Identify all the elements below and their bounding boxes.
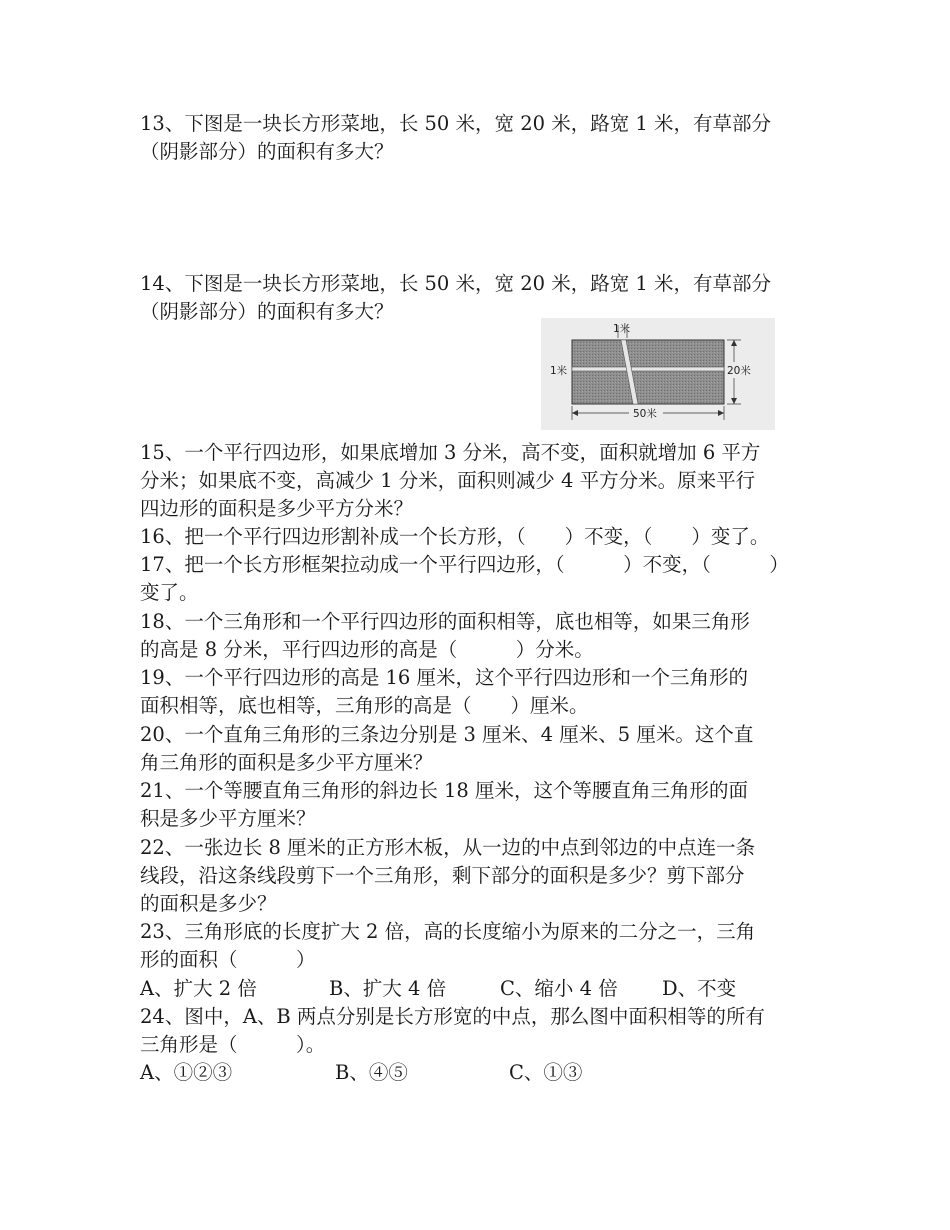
q22-line-2: 线段，沿这条线段剪下一个三角形，剩下部分的面积是多少？剪下部分 xyxy=(140,864,745,887)
q17-line-2: 变了。 xyxy=(140,581,199,604)
q15-line-1: 15、一个平行四边形，如果底增加 3 分米，高不变，面积就增加 6 平方 xyxy=(140,441,761,464)
grass-area xyxy=(572,340,724,404)
q14-line-1: 14、下图是一块长方形菜地，长 50 米，宽 20 米，路宽 1 米，有草部分 xyxy=(140,272,772,295)
q17-line-1: 17、把一个长方形框架拉动成一个平行四边形，（ ）不变，（ ） xyxy=(140,553,789,576)
q24-line-2: 三角形是（ ）。 xyxy=(140,1033,326,1056)
q19-line-2: 面积相等，底也相等，三角形的高是（ ）厘米。 xyxy=(140,694,589,717)
q23-option-c: C、缩小 4 倍 xyxy=(500,977,618,1000)
q18-line-2: 的高是 8 分米，平行四边形的高是（ ）分米。 xyxy=(140,638,594,661)
left-road-width-label: 1米 xyxy=(550,365,568,377)
length-label: 50米 xyxy=(633,408,657,420)
q13-line-2: （阴影部分）的面积有多大？ xyxy=(140,140,394,163)
q15-line-3: 四边形的面积是多少平方分米？ xyxy=(140,497,414,520)
q15-line-2: 分米；如果底不变，高减少 1 分米，面积则减少 4 平方分米。原来平行 xyxy=(140,469,756,492)
horizontal-road xyxy=(572,367,724,371)
q14-line-2: （阴影部分）的面积有多大？ xyxy=(140,300,394,323)
q13-line-1: 13、下图是一块长方形菜地，长 50 米，宽 20 米，路宽 1 米，有草部分 xyxy=(140,112,772,135)
q22-line-3: 的面积是多少？ xyxy=(140,892,277,915)
q24-line-1: 24、图中，A、B 两点分别是长方形宽的中点，那么图中面积相等的所有 xyxy=(140,1005,765,1028)
q16-line-1: 16、把一个平行四边形割补成一个长方形，（ ）不变，（ ）变了。 xyxy=(140,525,770,548)
q20-line-2: 角三角形的面积是多少平方厘米？ xyxy=(140,751,433,774)
top-road-width-label: 1米 xyxy=(613,323,631,335)
q23-option-d: D、不变 xyxy=(662,977,737,1000)
q22-line-1: 22、一张边长 8 厘米的正方形木板，从一边的中点到邻边的中点连一条 xyxy=(140,836,756,859)
q23-option-a: A、扩大 2 倍 xyxy=(140,977,257,1000)
q18-line-1: 18、一个三角形和一个平行四边形的面积相等，底也相等，如果三角形 xyxy=(140,610,750,633)
q21-line-1: 21、一个等腰直角三角形的斜边长 18 厘米，这个等腰直角三角形的面 xyxy=(140,779,749,802)
vegetable-field-figure xyxy=(541,318,775,430)
q23-line-1: 23、三角形底的长度扩大 2 倍，高的长度缩小为原来的二分之一，三角 xyxy=(140,920,756,943)
width-label: 20米 xyxy=(727,365,751,377)
q24-option-a: A、①②③ xyxy=(140,1061,233,1084)
q23-line-2: 形的面积（ ） xyxy=(140,948,316,971)
q21-line-2: 积是多少平方厘米？ xyxy=(140,807,316,830)
q24-option-c: C、①③ xyxy=(509,1061,583,1084)
q20-line-1: 20、一个直角三角形的三条边分别是 3 厘米、4 厘米、5 厘米。这个直 xyxy=(140,723,754,746)
q23-option-b: B、扩大 4 倍 xyxy=(329,977,447,1000)
q19-line-1: 19、一个平行四边形的高是 16 厘米，这个平行四边形和一个三角形的 xyxy=(140,666,749,689)
q24-option-b: B、④⑤ xyxy=(335,1061,408,1084)
